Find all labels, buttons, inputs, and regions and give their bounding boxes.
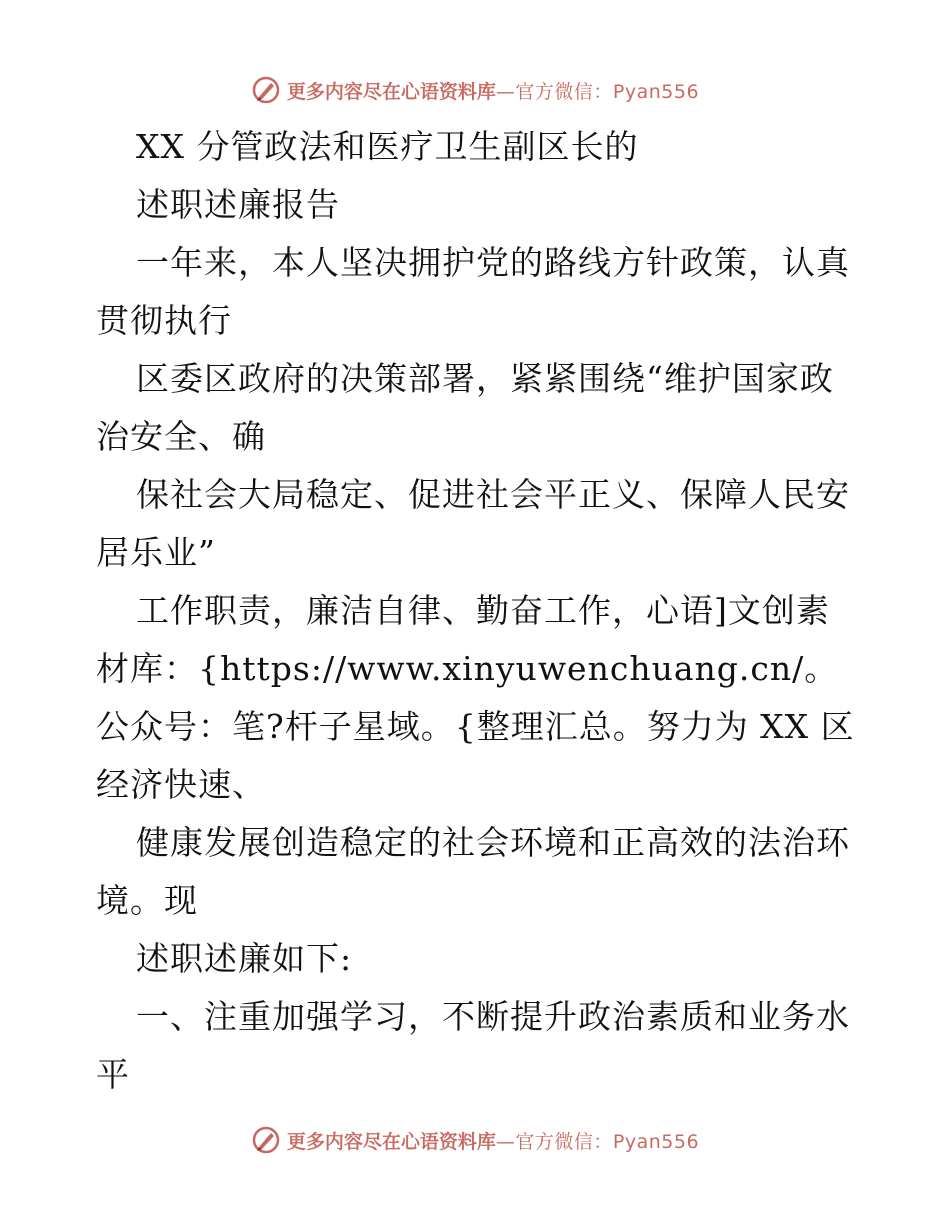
- watermark-contact-text: —官方微信：Pyan556: [495, 80, 700, 103]
- watermark-main-text: 更多内容尽在心语资料库: [286, 1130, 496, 1153]
- document-body: [96, 118, 856, 1104]
- header-watermark: [0, 70, 950, 110]
- section-heading: 一、注重加强学习，不断提升政治素质和业务水平: [96, 997, 850, 1094]
- paragraph: 述职述廉如下:: [136, 939, 353, 978]
- pen-logo-icon: [251, 1125, 281, 1155]
- watermark-contact-text: —官方微信：Pyan556: [495, 1130, 700, 1153]
- footer-watermark: [0, 1120, 950, 1160]
- watermark-main-text: 更多内容尽在心语资料库: [286, 80, 496, 103]
- pen-logo-icon: [251, 75, 281, 105]
- paragraph: 健康发展创造稳定的社会环境和正高效的法治环境。现: [96, 823, 850, 920]
- paragraph: 区委区政府的决策部署，紧紧围绕“维护国家政治安全、确: [96, 359, 834, 456]
- doc-title-line-2: 述职述廉报告: [136, 185, 340, 224]
- doc-title-line-1: XX 分管政法和医疗卫生副区长的: [136, 127, 639, 166]
- paragraph: 工作职责，廉洁自律、勤奋工作，心语]文创素材库：{https://www.xinyuwenchuang.cn/。公众号：笔?杆子星域。{整理汇总。努力为 XX 区经济快速、: [96, 591, 855, 804]
- paragraph: 一年来，本人坚决拥护党的路线方针政策，认真贯彻执行: [96, 243, 850, 340]
- paragraph: 保社会大局稳定、促进社会平正义、保障人民安居乐业”: [96, 475, 850, 572]
